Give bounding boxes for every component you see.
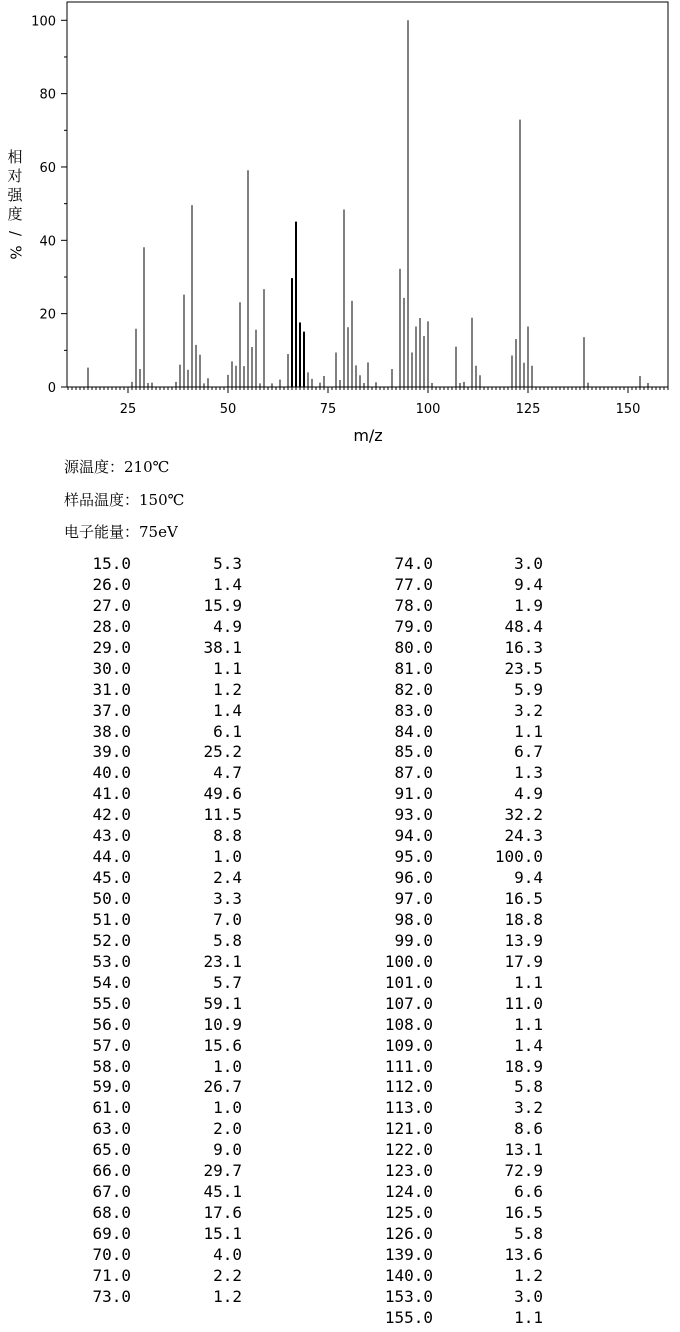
peak-abundance: 9.0 [213, 1140, 242, 1160]
plot-frame [67, 2, 668, 387]
peak-mz: 108.0 [384, 1014, 433, 1034]
peak-mz: 69.0 [92, 1224, 131, 1243]
peak-abundance: 29.7 [203, 1161, 242, 1181]
peak-abundance: 5.9 [514, 679, 543, 699]
peak-abundance: 18.9 [504, 1056, 543, 1076]
peak-abundance: 9.4 [514, 868, 543, 888]
peak-abundance: 15.9 [203, 595, 242, 615]
peak-abundance: 23.1 [203, 951, 242, 971]
peak-mz: 87.0 [394, 763, 433, 783]
peak-abundance: 5.8 [213, 930, 242, 950]
peak-mz: 31.0 [92, 679, 131, 699]
x-minor-ticks [68, 387, 668, 393]
x-axis-label: m/z [353, 426, 383, 445]
peak-abundance: 16.3 [504, 637, 543, 657]
peak-abundance: 1.2 [514, 1265, 543, 1285]
y-axis-label-char: 强 [7, 186, 23, 204]
y-tick-label: 20 [39, 307, 56, 323]
peak-mz: 54.0 [92, 972, 131, 992]
peak-abundance: 13.6 [504, 1244, 543, 1264]
peak-abundance: 1.1 [514, 721, 543, 741]
peak-mz: 95.0 [394, 847, 433, 867]
peak-abundance: 3.2 [514, 700, 543, 720]
peak-abundance: 1.3 [514, 763, 543, 783]
peak-abundance: 6.1 [213, 721, 242, 741]
peak-abundance: 4.9 [213, 616, 242, 636]
peak-abundance: 1.9 [514, 595, 543, 615]
peak-abundance: 11.0 [504, 993, 543, 1013]
x-axis-ticks [120, 402, 641, 417]
peak-mz: 97.0 [394, 889, 433, 908]
peak-mz: 140.0 [384, 1265, 433, 1285]
x-tick-label: 150 [615, 402, 641, 417]
peak-mz: 82.0 [394, 679, 433, 699]
peak-abundance: 15.6 [203, 1035, 242, 1055]
peak-mz: 30.0 [92, 658, 131, 678]
peak-abundance: 2.4 [213, 868, 242, 888]
peak-abundance: 3.0 [514, 1286, 543, 1306]
peak-mz: 38.0 [92, 721, 131, 741]
peak-mz: 63.0 [92, 1119, 131, 1139]
peak-abundance: 38.1 [203, 637, 242, 657]
peak-mz: 29.0 [92, 637, 131, 657]
peak-mz: 153.0 [384, 1286, 433, 1306]
peak-mz: 67.0 [92, 1182, 131, 1202]
peak-mz: 112.0 [384, 1077, 433, 1097]
peak-abundance: 13.1 [504, 1140, 543, 1160]
peak-mz: 121.0 [384, 1119, 433, 1139]
source-temperature: 源温度：210℃ [64, 458, 170, 476]
peak-mz: 93.0 [394, 805, 433, 825]
peak-abundance: 17.9 [504, 951, 543, 971]
peak-mz: 122.0 [384, 1140, 433, 1160]
peak-abundance: 10.9 [203, 1014, 242, 1034]
peak-mz: 109.0 [384, 1035, 433, 1055]
peak-mz: 37.0 [92, 700, 131, 720]
peak-mz: 39.0 [92, 742, 131, 762]
peak-mz: 81.0 [394, 658, 433, 678]
peak-abundance: 32.2 [504, 805, 543, 825]
peak-abundance: 2.0 [213, 1119, 242, 1139]
peak-mz: 107.0 [384, 993, 433, 1013]
peak-mz: 68.0 [92, 1203, 131, 1223]
peak-mz: 73.0 [92, 1286, 131, 1306]
peak-mz: 55.0 [92, 993, 131, 1013]
peak-abundance: 1.0 [213, 1056, 242, 1076]
peak-mz: 66.0 [92, 1161, 131, 1181]
peak-mz: 43.0 [92, 826, 131, 846]
peak-abundance: 16.5 [504, 1203, 543, 1223]
peak-mz: 111.0 [384, 1056, 433, 1076]
peak-abundance: 26.7 [203, 1077, 242, 1097]
peak-abundance: 13.9 [504, 930, 543, 950]
peak-abundance: 9.4 [514, 574, 543, 594]
peak-mz: 99.0 [394, 930, 433, 950]
peak-mz: 78.0 [394, 595, 433, 615]
peak-abundance: 1.1 [514, 1014, 543, 1034]
y-axis-ticks [31, 14, 67, 396]
peak-mz: 79.0 [394, 616, 433, 636]
peak-mz: 15.0 [92, 554, 131, 573]
peak-abundance: 3.2 [514, 1098, 543, 1118]
peak-abundance: 4.9 [514, 784, 543, 804]
peak-abundance: 8.6 [514, 1119, 543, 1139]
peak-mz: 59.0 [92, 1077, 131, 1097]
peak-mz: 44.0 [92, 847, 131, 867]
peak-mz: 98.0 [394, 909, 433, 929]
peak-abundance: 1.4 [514, 1035, 543, 1055]
y-axis-label-text [4, 148, 26, 262]
y-axis-label-char: % [6, 245, 25, 260]
y-tick-label: 60 [39, 160, 56, 176]
peak-abundance: 45.1 [203, 1182, 242, 1202]
peak-abundance: 1.1 [514, 1307, 543, 1327]
sample-temperature: 样品温度：150℃ [64, 491, 185, 509]
peak-mz: 57.0 [92, 1035, 131, 1055]
peak-abundance: 72.9 [504, 1161, 543, 1181]
peak-mz: 126.0 [384, 1224, 433, 1243]
peak-mz: 58.0 [92, 1056, 131, 1076]
y-tick-label: 0 [47, 381, 56, 396]
peak-mz: 45.0 [92, 868, 131, 888]
peak-abundance: 2.2 [213, 1265, 242, 1285]
peak-mz: 50.0 [92, 889, 131, 908]
peak-abundance: 18.8 [504, 909, 543, 929]
y-axis-label-char: 对 [7, 167, 23, 185]
peak-abundance: 3.3 [213, 889, 242, 908]
peak-mz: 53.0 [92, 951, 131, 971]
y-tick-label: 40 [39, 234, 56, 250]
peak-abundance: 3.0 [514, 554, 543, 573]
y-axis-label-char: / [6, 230, 25, 237]
peak-abundance: 16.5 [504, 889, 543, 908]
peak-mz: 83.0 [394, 700, 433, 720]
spectrum-peaks [88, 20, 648, 387]
peak-mz: 27.0 [92, 595, 131, 615]
peak-mz: 100.0 [384, 951, 433, 971]
y-axis-label-char: 相 [7, 148, 23, 166]
peak-mz: 51.0 [92, 909, 131, 929]
x-tick-label: 125 [515, 402, 541, 417]
peak-mz: 77.0 [394, 574, 433, 594]
peak-mz: 42.0 [92, 805, 131, 825]
peak-mz: 94.0 [394, 826, 433, 846]
electron-energy: 电子能量：75eV [64, 523, 178, 541]
peak-mz: 123.0 [384, 1161, 433, 1181]
peak-abundance: 100.0 [494, 847, 543, 867]
peak-mz: 85.0 [394, 742, 433, 762]
peak-abundance: 1.4 [213, 700, 242, 720]
peak-abundance: 1.0 [213, 1098, 242, 1118]
peak-abundance: 11.5 [203, 805, 242, 825]
peak-abundance: 59.1 [203, 993, 242, 1013]
x-tick-label: 100 [415, 402, 441, 417]
peak-mz: 70.0 [92, 1244, 131, 1264]
peak-abundance: 6.6 [514, 1182, 543, 1202]
peak-abundance: 5.3 [213, 554, 242, 573]
peak-mz: 56.0 [92, 1014, 131, 1034]
peak-abundance: 4.7 [213, 763, 242, 783]
peak-mz: 124.0 [384, 1182, 433, 1202]
peak-abundance: 15.1 [203, 1224, 242, 1243]
y-tick-label: 100 [31, 14, 56, 30]
peak-abundance: 17.6 [203, 1203, 242, 1223]
peak-mz: 61.0 [92, 1098, 131, 1118]
x-tick-label: 75 [319, 402, 337, 417]
peak-mz: 41.0 [92, 784, 131, 804]
peak-abundance: 5.8 [514, 1224, 543, 1243]
peak-abundance: 1.1 [213, 658, 242, 678]
y-axis-label [4, 148, 26, 262]
peak-mz: 26.0 [92, 574, 131, 594]
peak-mz: 113.0 [384, 1098, 433, 1118]
x-tick-label: 50 [219, 402, 237, 417]
peak-mz: 155.0 [384, 1307, 433, 1327]
peak-mz: 96.0 [394, 868, 433, 888]
peak-abundance: 1.0 [213, 847, 242, 867]
peak-mz: 28.0 [92, 616, 131, 636]
peak-abundance: 23.5 [504, 658, 543, 678]
peak-mz: 40.0 [92, 763, 131, 783]
peak-abundance: 8.8 [213, 826, 242, 846]
peak-mz: 139.0 [384, 1244, 433, 1264]
peak-mz: 80.0 [394, 637, 433, 657]
peak-mz: 65.0 [92, 1140, 131, 1160]
peak-abundance: 1.2 [213, 1286, 242, 1306]
y-tick-label: 80 [39, 87, 56, 103]
mass-spectrum-chart [0, 0, 680, 450]
peak-abundance: 49.6 [203, 784, 242, 804]
peak-mz: 101.0 [384, 972, 433, 992]
peak-abundance: 24.3 [504, 826, 543, 846]
y-axis-label-char: 度 [7, 205, 23, 223]
peak-abundance: 25.2 [203, 742, 242, 762]
peak-mz: 74.0 [394, 554, 433, 573]
peak-abundance: 48.4 [504, 616, 543, 636]
peak-abundance: 1.2 [213, 679, 242, 699]
peak-mz: 125.0 [384, 1203, 433, 1223]
peak-mz: 52.0 [92, 930, 131, 950]
peak-mz: 71.0 [92, 1265, 131, 1285]
x-tick-label: 25 [119, 402, 137, 417]
peak-abundance: 5.7 [213, 972, 242, 992]
peak-abundance: 5.8 [514, 1077, 543, 1097]
peak-abundance: 6.7 [514, 742, 543, 762]
peak-mz: 84.0 [394, 721, 433, 741]
peak-mz: 91.0 [394, 784, 433, 804]
peak-abundance: 4.0 [213, 1244, 242, 1264]
peak-abundance: 1.4 [213, 574, 242, 594]
peak-abundance: 1.1 [514, 972, 543, 992]
peak-abundance: 7.0 [213, 909, 242, 929]
